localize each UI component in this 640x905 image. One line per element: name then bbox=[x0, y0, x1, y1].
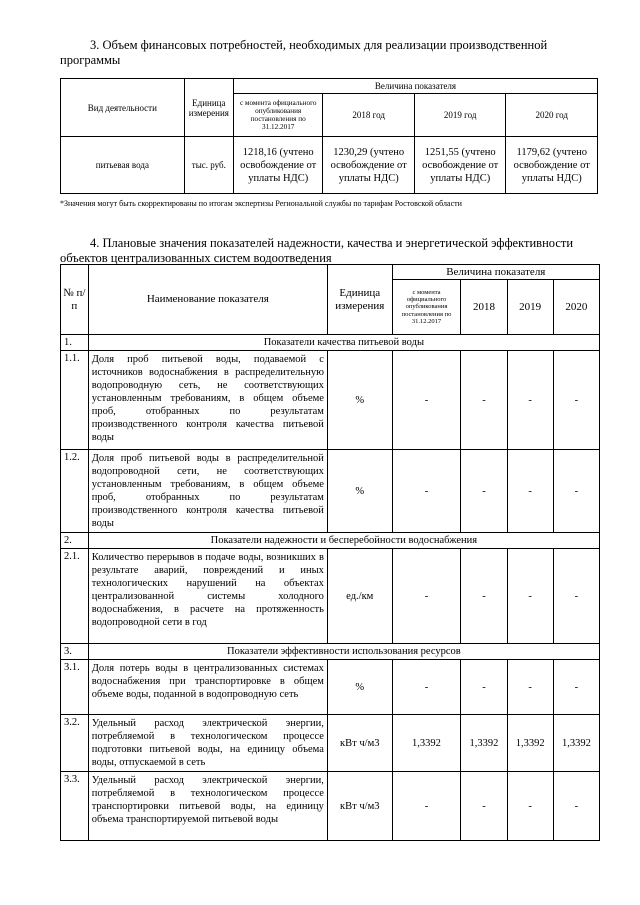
row-name: Доля потерь воды в централизованных системах водоснабжения при транспортировке в общем объеме воды, поданной в водопроводную сеть bbox=[88, 660, 327, 715]
header-2020: 2020 bbox=[553, 280, 599, 335]
row-value-2020: - bbox=[553, 351, 599, 450]
row-num: 1.2. bbox=[61, 450, 89, 533]
header-unit: Единица измерения bbox=[327, 265, 392, 335]
row-value-2020: - bbox=[553, 549, 599, 644]
header-num: № п/п bbox=[61, 265, 89, 335]
row-unit: тыс. руб. bbox=[184, 137, 233, 194]
row-value-2019: - bbox=[507, 772, 553, 841]
header-period-first: с момента официального опубликования постановления по 31.12.2017 bbox=[233, 94, 323, 137]
row-value-2019: - bbox=[507, 450, 553, 533]
row-num: 2.1. bbox=[61, 549, 89, 644]
header-name: Наименование показателя bbox=[88, 265, 327, 335]
group-num: 2. bbox=[61, 533, 89, 549]
row-value-2018: 1,3392 bbox=[461, 715, 507, 772]
row-num: 1.1. bbox=[61, 351, 89, 450]
header-2019: 2019 bbox=[507, 280, 553, 335]
header-unit: Единица измерения bbox=[184, 79, 233, 137]
row-value-2019: 1,3392 bbox=[507, 715, 553, 772]
footnote: *Значения могут быть скорректированы по итогам экспертизы Региональной службы по тарифам Ростовской области bbox=[60, 199, 462, 208]
group-title: Показатели надежности и бесперебойности водоснабжения bbox=[88, 533, 599, 549]
header-value-group: Величина показателя bbox=[233, 79, 597, 94]
row-unit: % bbox=[327, 450, 392, 533]
row-unit: % bbox=[327, 351, 392, 450]
row-value-2019: - bbox=[507, 549, 553, 644]
row-unit: кВт ч/м3 bbox=[327, 715, 392, 772]
row-value-first: - bbox=[392, 660, 461, 715]
group-num: 3. bbox=[61, 644, 89, 660]
row-value-2019: - bbox=[507, 660, 553, 715]
header-2018: 2018 bbox=[461, 280, 507, 335]
row-name: Удельный расход электрической энергии, потребляемой в технологическом процессе подготовки питьевой воды, на единицу объема воды, отпускаемой в сеть bbox=[88, 715, 327, 772]
row-value-2020: - bbox=[553, 772, 599, 841]
row-value-first: - bbox=[392, 450, 461, 533]
header-2020: 2020 год bbox=[506, 94, 598, 137]
row-value-2018: 1230,29 (учтено освобождение от уплаты НДС) bbox=[323, 137, 415, 194]
row-unit: кВт ч/м3 bbox=[327, 772, 392, 841]
row-value-2020: 1,3392 bbox=[553, 715, 599, 772]
row-name: Доля проб питьевой воды в распределительной водопроводной сети, не соответствующих установленным требованиям, в общем объеме проб, отобранных по результатам производственного контроля качества питьевой воды bbox=[88, 450, 327, 533]
row-value-2018: - bbox=[461, 450, 507, 533]
row-value-2019: 1251,55 (учтено освобождение от уплаты НДС) bbox=[414, 137, 506, 194]
row-unit: ед./км bbox=[327, 549, 392, 644]
row-name: Доля проб питьевой воды, подаваемой с источников водоснабжения в распределительную водопроводную сеть, не соответствующих установленным требованиям, в общем объеме проб, отобранных по результатам производственного контроля качества питьевой воды bbox=[88, 351, 327, 450]
row-value-2020: - bbox=[553, 450, 599, 533]
row-value-2020: - bbox=[553, 660, 599, 715]
row-num: 3.2. bbox=[61, 715, 89, 772]
row-num: 3.3. bbox=[61, 772, 89, 841]
header-period-first: с момента официального опубликования постановления по 31.12.2017 bbox=[392, 280, 461, 335]
table-row bbox=[61, 715, 600, 772]
row-activity: питьевая вода bbox=[61, 137, 185, 194]
section-4-title: 4. Плановые значения показателей надежности, качества и энергетической эффективности объектов централизованных систем водоотведения bbox=[60, 236, 574, 265]
indicators-table bbox=[60, 264, 600, 841]
row-name: Количество перерывов в подаче воды, возникших в результате аварий, повреждений и иных технологических нарушений на объектах централизованной системы холодного водоснабжения, в расчете на протяженность водопроводной сети в год bbox=[88, 549, 327, 644]
table-row bbox=[61, 772, 600, 841]
row-value-first: - bbox=[392, 549, 461, 644]
row-num: 3.1. bbox=[61, 660, 89, 715]
table-row bbox=[61, 660, 600, 715]
group-num: 1. bbox=[61, 335, 89, 351]
group-title: Показатели качества питьевой воды bbox=[88, 335, 599, 351]
row-value-2018: - bbox=[461, 660, 507, 715]
row-value-2018: - bbox=[461, 549, 507, 644]
row-value-first: 1218,16 (учтено освобождение от уплаты НДС) bbox=[233, 137, 323, 194]
header-2018: 2018 год bbox=[323, 94, 415, 137]
row-value-2019: - bbox=[507, 351, 553, 450]
table-row bbox=[61, 549, 600, 644]
header-2019: 2019 год bbox=[414, 94, 506, 137]
financial-needs-table bbox=[60, 78, 598, 194]
row-name: Удельный расход электрической энергии, потребляемой в технологическом процессе транспортировки питьевой воды, на единицу объема транспортируемой питьевой воды bbox=[88, 772, 327, 841]
row-unit: % bbox=[327, 660, 392, 715]
row-value-first: - bbox=[392, 772, 461, 841]
table-row bbox=[61, 351, 600, 450]
row-value-2018: - bbox=[461, 772, 507, 841]
row-value-first: - bbox=[392, 351, 461, 450]
group-title: Показатели эффективности использования ресурсов bbox=[88, 644, 599, 660]
row-value-2020: 1179,62 (учтено освобождение от уплаты НДС) bbox=[506, 137, 598, 194]
row-value-first: 1,3392 bbox=[392, 715, 461, 772]
header-value-group: Величина показателя bbox=[392, 265, 599, 280]
header-activity: Вид деятельности bbox=[61, 79, 185, 137]
section-3-title: 3. Объем финансовых потребностей, необходимых для реализации производственной программы bbox=[60, 38, 548, 67]
table-row bbox=[61, 450, 600, 533]
row-value-2018: - bbox=[461, 351, 507, 450]
